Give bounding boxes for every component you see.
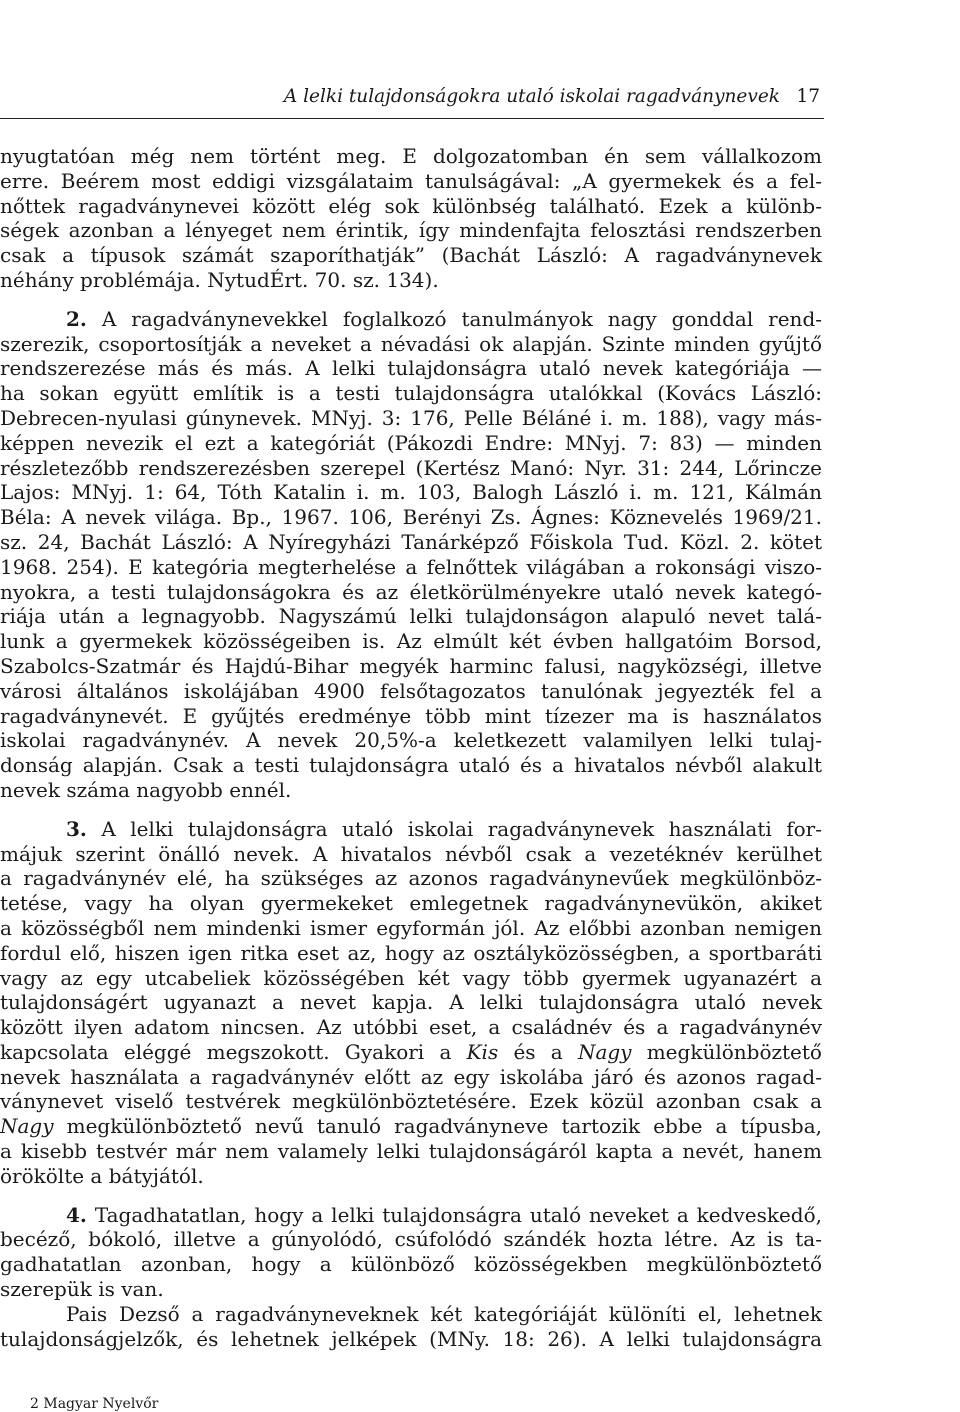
text-line-content: Tagadhatatlan, hogy a lelki tulajdonságra utaló neveket a kedveskedő, <box>94 1202 822 1227</box>
running-header <box>0 86 960 114</box>
text-line: Béla: A nevek világa. Bp., 1967. 106, Berényi Zs. Ágnes: Köznevelés 1969/21. <box>0 505 822 530</box>
page-body <box>0 144 822 1351</box>
text-line: sz. 24, Bachát László: A Nyíregyházi Tanárképző Főiskola Tud. Közl. 2. kötet <box>0 529 822 554</box>
text-line: városi általános iskolájában 4900 felsőtagozatos tanulónak jegyezték fel a <box>0 678 822 703</box>
text-line: szerezik, csoportosítják a neveket a névadási ok alapján. Szinte minden gyűjtő <box>0 331 822 356</box>
text-line: becéző, bókoló, illetve a gúnyolódó, csúfolódó szándék hozta létre. Az is ta- <box>0 1227 822 1252</box>
text-line: iskolai ragadványnév. A nevek 20,5%-a keletkezett valamilyen lelki tulaj- <box>0 728 822 753</box>
text-line: fordul elő, hiszen igen ritka eset az, hogy az osztályközösségben, a sportbaráti <box>0 940 822 965</box>
text-line: a kisebb testvér már nem valamely lelki tulajdonságáról kapta a nevét, hanem <box>0 1139 822 1164</box>
text-line: Debrecen-nyulasi gúnynevek. MNyj. 3: 176, Pelle Béláné i. m. 188), vagy más- <box>0 405 822 430</box>
text-line: ragadványnevét. E gyűjtés eredménye több mint tízezer ma is használatos <box>0 703 822 728</box>
page-number: 17 <box>796 86 820 107</box>
text-line: Pais Dezső a ragadványneveknek két kategóriáját különíti el, lehetnek <box>66 1301 822 1326</box>
paragraph-2 <box>0 307 822 803</box>
text-line: májuk szerint önálló nevek. A hivatalos névből csak a vezetéknév kerülhet <box>0 841 822 866</box>
text-line: nevek használata a ragadványnév előtt az egy iskolába járó és azonos ragad- <box>0 1064 822 1089</box>
text-line: donság alapján. Csak a testi tulajdonságra utaló és a hivatalos névből alakult <box>0 753 822 778</box>
text-line: nyokra, a testi tulajdonságokra és az életkörülményekre utaló nevek kategó- <box>0 579 822 604</box>
text-line: ségek azonban a lényeget nem érintik, így mindenfajta felosztási rendszerben <box>0 218 822 243</box>
paragraph-4 <box>0 1203 822 1352</box>
text-line: örökölte a bátyjától. <box>0 1163 204 1188</box>
running-title: A lelki tulajdonságokra utaló iskolai ragadványnevek <box>283 86 780 107</box>
text-line <box>0 1203 822 1228</box>
text-line: 1968. 254). E kategória megterhelése a felnőttek világában a rokonsági viszo- <box>0 554 822 579</box>
paragraph-1 <box>0 144 822 293</box>
text-line: gadhatatlan azonban, hogy a különböző közösségekben megkülönböztető <box>0 1252 822 1277</box>
text-line: Lajos: MNyj. 1: 64, Tóth Katalin i. m. 103, Balogh László i. m. 121, Kálmán <box>0 480 822 505</box>
section-number: 2. <box>66 306 87 331</box>
text-line: ványnevet viselő testvérek megkülönböztetésére. Ezek közül azonban csak a <box>0 1089 822 1114</box>
text-line: szerepük is van. <box>0 1277 164 1302</box>
paragraph-3 <box>0 817 822 1189</box>
text-line: lunk a gyermekek közösségeiben is. Az elmúlt két évben hallgatóim Borsod, <box>0 629 822 654</box>
text-line: tulajdonságért ugyanazt a nevet kapja. A lelki tulajdonságra utaló nevek <box>0 990 822 1015</box>
text-line: nőttek ragadványnevei között elég sok különbség található. Ezek a különb- <box>0 193 822 218</box>
text-line: a közösségből nem mindenki ismer egyformán jól. Az előbbi azonban nemigen <box>0 915 822 940</box>
text-line: csak a típusok számát szaporíthatják” (Bachát László: A ragadványnevek <box>0 243 822 268</box>
section-number: 4. <box>66 1202 87 1227</box>
text-line: nyugtatóan még nem történt meg. E dolgozatomban én sem vállalkozom <box>0 144 822 168</box>
text-line: tulajdonságjelzők, és lehetnek jelképek (MNy. 18: 26). A lelki tulajdonságra <box>0 1326 822 1351</box>
signature-footer: 2 Magyar Nyelvőr <box>30 1396 159 1412</box>
text-line: ha sokan együtt említik is a testi tulajdonságra utalókkal (Kovács László: <box>0 381 822 406</box>
text-line: képpen nevezik el ezt a kategóriát (Pákozdi Endre: MNyj. 7: 83) — minden <box>0 430 822 455</box>
text-line: részletezőbb rendszerezésben szerepel (Kertész Manó: Nyr. 31: 244, Lőrincze <box>0 455 822 480</box>
text-line <box>0 307 822 332</box>
text-line <box>0 817 822 842</box>
text-line: Nagy megkülönböztető nevű tanuló ragadványneve tartozik ebbe a típusba, <box>0 1114 822 1139</box>
text-line: Szabolcs-Szatmár és Hajdú-Bihar megyék harminc falusi, nagyközségi, illetve <box>0 653 822 678</box>
text-line: néhány problémája. NytudÉrt. 70. sz. 134). <box>0 267 439 292</box>
text-line: rendszerezése más és más. A lelki tulajdonságra utaló nevek kategóriája — <box>0 356 822 381</box>
text-line-content: A ragadványnevekkel foglalkozó tanulmányok nagy gonddal rend- <box>101 306 822 331</box>
text-line: erre. Beérem most eddigi vizsgálataim tanulságával: „A gyermekek és a fel- <box>0 168 822 193</box>
text-line-content: A lelki tulajdonságra utaló iskolai ragadványnevek használati for- <box>101 816 822 841</box>
section-number: 3. <box>66 816 87 841</box>
text-line: vagy az egy utcabeliek közösségében két vagy több gyermek ugyanazért a <box>0 965 822 990</box>
text-line: tetése, vagy ha olyan gyermekeket emlegetnek ragadványnevükön, akiket <box>0 891 822 916</box>
text-line: között ilyen adatom nincsen. Az utóbbi eset, a családnév és a ragadványnév <box>0 1015 822 1040</box>
text-line: a ragadványnév elé, ha szükséges az azonos ragadványnevűek megkülönböz- <box>0 866 822 891</box>
text-line: riája után a legnagyobb. Nagyszámú lelki tulajdonságon alapuló nevet talá- <box>0 604 822 629</box>
text-line: nevek száma nagyobb ennél. <box>0 777 292 802</box>
text-line: kapcsolata eléggé megszokott. Gyakori a Kis és a Nagy megkülönböztető <box>0 1039 822 1064</box>
header-rule <box>0 118 824 119</box>
